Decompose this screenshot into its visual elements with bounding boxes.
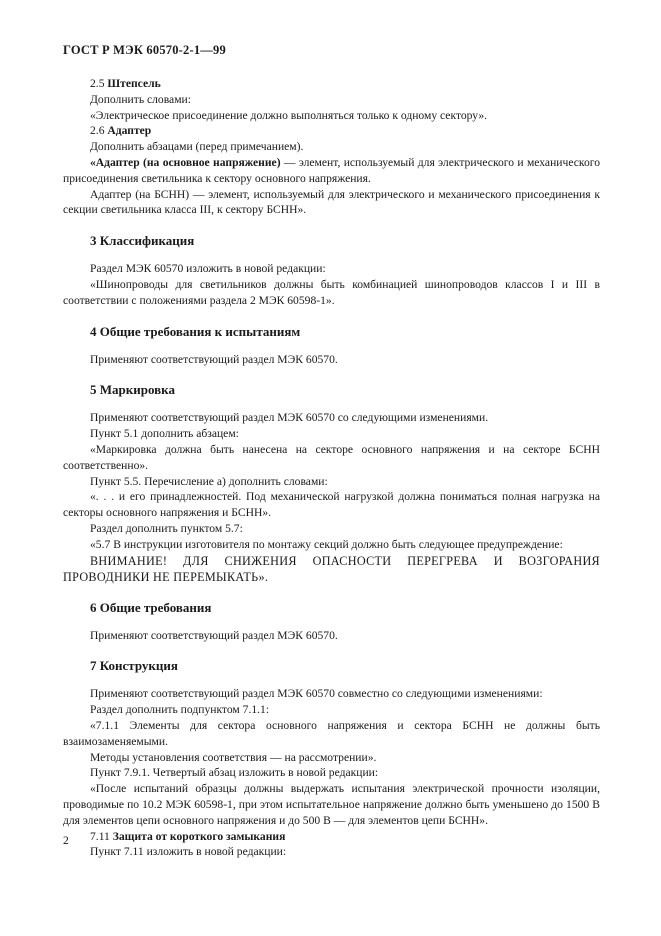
paragraph: Методы установления соответствия — на рассмотрении».: [90, 750, 377, 764]
paragraph: Применяют соответствующий раздел МЭК 60570.: [90, 628, 338, 642]
paragraph: «7.1.1 Элементы для сектора основного напряжения и сектора БСНН не должны быть взаимозаменяемыми.: [63, 718, 600, 748]
paragraph: Раздел МЭК 60570 изложить в новой редакции:: [90, 262, 326, 276]
clause-title: Защита от короткого замыкания: [112, 829, 286, 843]
paragraph: Раздел дополнить подпунктом 7.1.1:: [90, 703, 270, 717]
term-bold: «Адаптер (на основное напряжение): [90, 155, 281, 169]
term-definition: — элемент, используемый для электрического и механического присоединения светильника к сектору основного напряжения.: [63, 155, 601, 185]
section-3-heading: 3 Классификация: [90, 233, 195, 249]
paragraph: Раздел дополнить пунктом 5.7:: [90, 521, 243, 535]
paragraph: Адаптер (на БСНН) — элемент, используемый для электрического и механического присоединения к секции светильника класса III, к сектору БСНН».: [63, 187, 600, 217]
paragraph: «После испытаний образцы должны выдержать испытания электрической прочности изоляции, проводимые по 10.2 МЭК 60598-1, при этом испытательное напряжение должно быть уменьшено до 1500 В для элементов цепи основного напряжения и до 500 В — для элементов цепи БСНН».: [63, 782, 600, 827]
document-body: [63, 76, 600, 860]
clause-number: 2.6: [90, 124, 105, 138]
paragraph: Пункт 5.1 дополнить абзацем:: [90, 427, 239, 441]
paragraph: Дополнить абзацами (перед примечанием).: [90, 140, 304, 154]
clause-7-11-heading: [63, 829, 600, 845]
clause-number: 2.5: [90, 77, 105, 90]
paragraph: Пункт 7.11 изложить в новой редакции:: [90, 845, 287, 859]
clause-2-6-heading: [63, 123, 600, 139]
clause-title: Штепсель: [107, 77, 161, 90]
section-5-heading: 5 Маркировка: [90, 382, 175, 398]
clause-number: 7.11: [90, 829, 110, 843]
document-header: ГОСТ Р МЭК 60570-2-1—99: [63, 43, 226, 57]
paragraph: Применяют соответствующий раздел МЭК 60570 совместно со следующими изменениями:: [90, 687, 543, 701]
paragraph: «Шинопроводы для светильников должны быть комбинацией шинопроводов классов I и III в соответствии с положениями раздела 2 МЭК 60598-1».: [63, 277, 600, 307]
paragraph: «Электрическое присоединение должно выполняться только к одному сектору».: [90, 108, 488, 122]
paragraph: Пункт 5.5. Перечисление а) дополнить словами:: [90, 474, 328, 488]
paragraph: Дополнить словами:: [90, 92, 191, 106]
clause-title: Адаптер: [107, 124, 152, 138]
section-4-heading: 4 Общие требования к испытаниям: [90, 323, 301, 339]
paragraph: «. . . и его принадлежностей. Под механической нагрузкой должна пониматься полная нагрузка на секторы основного напряжения и БСНН».: [63, 490, 600, 520]
clause-2-5-heading: [63, 76, 600, 92]
paragraph: [63, 155, 600, 187]
paragraph: Пункт 7.9.1. Четвертый абзац изложить в новой редакции:: [90, 766, 379, 780]
warning-text: ВНИМАНИЕ! ДЛЯ СНИЖЕНИЯ ОПАСНОСТИ ПЕРЕГРЕВА И ВОЗГОРАНИЯ ПРОВОДНИКИ НЕ ПЕРЕМЫКАТЬ».: [63, 553, 600, 584]
section-7-heading: 7 Конструкция: [90, 658, 178, 674]
section-6-heading: 6 Общие требования: [90, 599, 212, 615]
paragraph: «5.7 В инструкции изготовителя по монтажу секций должно быть следующее предупреждение:: [90, 537, 563, 551]
paragraph: «Маркировка должна быть нанесена на секторе основного напряжения и на секторе БСНН соответственно».: [63, 442, 600, 472]
paragraph: Применяют соответствующий раздел МЭК 60570 со следующими изменениями.: [90, 411, 489, 425]
paragraph: Применяют соответствующий раздел МЭК 60570.: [90, 352, 338, 366]
page-number: 2: [63, 834, 69, 847]
